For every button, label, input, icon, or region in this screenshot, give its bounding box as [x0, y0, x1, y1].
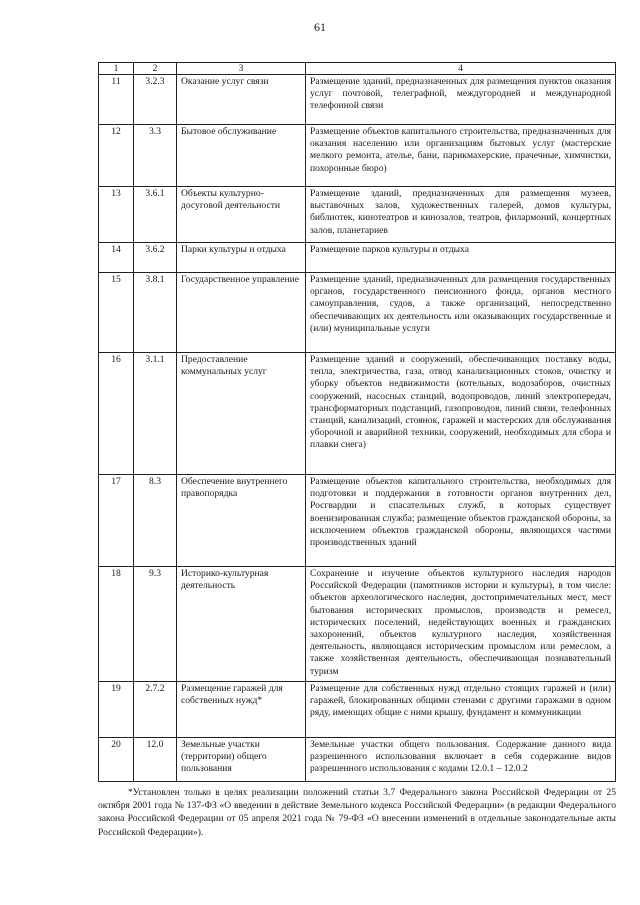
table-row: [99, 681, 616, 737]
row-number: 20: [99, 737, 134, 781]
column-header: 3: [177, 63, 306, 75]
row-name: Государственное управление: [177, 273, 306, 353]
row-description: Размещение зданий, предназначенных для размещения государственных органов, государственного пенсионного фонда, органов местного самоуправления, судов, а также организаций, непосредственно обеспечивающих их деятельность или оказывающих государственные и (или) муниципальные услуги: [306, 273, 616, 353]
row-number: 19: [99, 681, 134, 737]
table-row: [99, 475, 616, 567]
column-header: 4: [306, 63, 616, 75]
table-header-row: [99, 63, 616, 75]
row-name: Бытовое обслуживание: [177, 125, 306, 187]
row-code: 9.3: [134, 567, 177, 682]
footnote: *Установлен только в целях реализации положений статьи 3.7 Федерального закона Российской Федерации от 25 октября 2001 года № 137-ФЗ «О введении в действие Земельного кодекса Российской Федерации» (в редакции Федерального закона Российской Федерации от 05 апреля 2021 года № 79-ФЗ «О внесении изменений в отдельные законодательные акты Российской Федерации»).: [98, 787, 616, 838]
row-number: 13: [99, 187, 134, 243]
row-number: 11: [99, 75, 134, 125]
row-number: 18: [99, 567, 134, 682]
row-code: 3.6.1: [134, 187, 177, 243]
row-description: Сохранение и изучение объектов культурного наследия народов Российской Федерации (памятников истории и культуры), в том числе: объектов археологического наследия, достопримечательных мест, мест бытования исторических промыслов, производств и ремесел, исторических поселений, недействующих военных и гражданских захоронений, объектов культурного наследия, хозяйственная деятельность, являющаяся историческим промыслом или ремеслом, а также хозяйственная деятельность, обеспечивающая познавательный туризм: [306, 567, 616, 682]
row-code: 3.3: [134, 125, 177, 187]
row-code: 8.3: [134, 475, 177, 567]
row-code: 3.1.1: [134, 353, 177, 475]
row-description: Размещение зданий, предназначенных для размещения пунктов оказания услуг почтовой, телеграфной, междугородней и международной телефонной связи: [306, 75, 616, 125]
row-description: Размещение объектов капитального строительства, предназначенных для оказания населению или организациям бытовых услуг (мастерские мелкого ремонта, ателье, бани, парикмахерские, прачечные, химчистки, похоронные бюро): [306, 125, 616, 187]
row-code: 12.0: [134, 737, 177, 781]
row-description: Размещение объектов капитального строительства, необходимых для подготовки и поддержания в готовности органов внутренних дел, Росгвардии и спасательных служб, в которых существует военизированная служба; размещение объектов гражданской обороны, за исключением объектов гражданской обороны, являющихся частями производственных зданий: [306, 475, 616, 567]
row-code: 3.6.2: [134, 243, 177, 273]
row-number: 14: [99, 243, 134, 273]
row-name: Обеспечение внутреннего правопорядка: [177, 475, 306, 567]
row-description: Размещение парков культуры и отдыха: [306, 243, 616, 273]
page-number: 61: [314, 20, 326, 34]
row-number: 12: [99, 125, 134, 187]
row-name: Размещение гаражей для собственных нужд*: [177, 681, 306, 737]
row-number: 16: [99, 353, 134, 475]
row-code: 3.2.3: [134, 75, 177, 125]
row-name: Предоставление коммунальных услуг: [177, 353, 306, 475]
table-row: [99, 737, 616, 781]
table-row: [99, 567, 616, 682]
column-header: 1: [99, 63, 134, 75]
row-code: 3.8.1: [134, 273, 177, 353]
row-number: 17: [99, 475, 134, 567]
row-code: 2.7.2: [134, 681, 177, 737]
row-description: Размещение зданий, предназначенных для размещения музеев, выставочных залов, художественных галерей, домов культуры, библиотек, кинотеатров и кинозалов, театров, филармоний, концертных залов, планетариев: [306, 187, 616, 243]
row-name: Земельные участки (территории) общего пользования: [177, 737, 306, 781]
row-description: Земельные участки общего пользования. Содержание данного вида разрешенного использования включает в себя содержание видов разрешенного использования с кодами 12.0.1 – 12.0.2: [306, 737, 616, 781]
row-name: Оказание услуг связи: [177, 75, 306, 125]
table-row: [99, 273, 616, 353]
table-row: [99, 353, 616, 475]
row-name: Парки культуры и отдыха: [177, 243, 306, 273]
land-use-table: [98, 62, 616, 782]
column-header: 2: [134, 63, 177, 75]
table-row: [99, 75, 616, 125]
table-row: [99, 243, 616, 273]
row-description: Размещение для собственных нужд отдельно стоящих гаражей и (или) гаражей, блокированных общими стенами с другими гаражами в одном ряду, имеющих общие с ними крышу, фундамент и коммуникации: [306, 681, 616, 737]
row-name: Объекты культурно-досуговой деятельности: [177, 187, 306, 243]
table-row: [99, 125, 616, 187]
row-name: Историко-культурная деятельность: [177, 567, 306, 682]
row-number: 15: [99, 273, 134, 353]
table-row: [99, 187, 616, 243]
row-description: Размещение зданий и сооружений, обеспечивающих поставку воды, тепла, электричества, газа, отвод канализационных стоков, очистку и уборку объектов недвижимости (котельных, водозаборов, очистных сооружений, насосных станций, водопроводов, линий электропередач, трансформаторных подстанций, газопроводов, линий связи, телефонных станций, канализаций, стоянок, гаражей и мастерских для обслуживания уборочной и аварийной техники, сооружений, необходимых для сбора и плавки снега): [306, 353, 616, 475]
